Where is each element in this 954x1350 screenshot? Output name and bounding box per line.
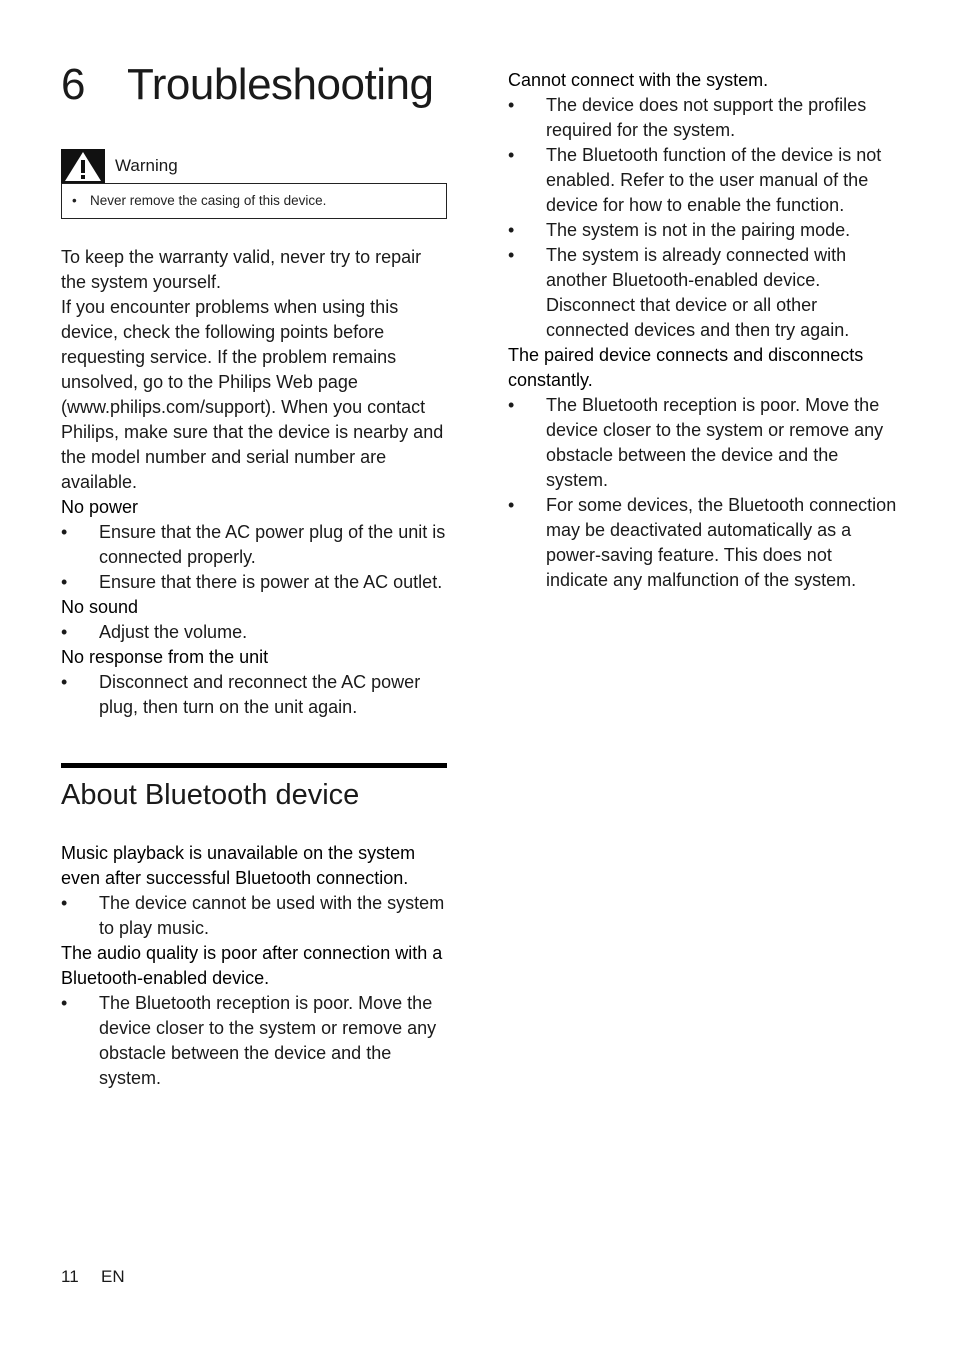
warning-text: Never remove the casing of this device. xyxy=(90,192,327,208)
chapter-number: 6 xyxy=(61,60,85,109)
bluetooth-issues-left xyxy=(61,841,447,1091)
list-item xyxy=(61,620,447,645)
issue-heading: Music playback is unavailable on the system even after successful Bluetooth connection. xyxy=(61,842,416,888)
issue-heading: Cannot connect with the system. xyxy=(508,70,769,90)
list-item xyxy=(508,93,898,143)
bullet: • xyxy=(61,992,68,1013)
list-item xyxy=(508,143,898,218)
list-item-text: The Bluetooth function of the device is not enabled. Refer to the user manual of the device for how to enable the function. xyxy=(546,145,882,215)
bullet: • xyxy=(508,245,515,265)
list-item-text: The Bluetooth reception is poor. Move the device closer to the system or remove any obstacle between the device and the system. xyxy=(546,395,884,490)
page-footer xyxy=(61,1267,125,1287)
list-item-text: The system is not in the pairing mode. xyxy=(546,220,851,240)
issue-heading: No power xyxy=(61,496,139,517)
bullet: • xyxy=(61,571,68,592)
warning-bullet: • xyxy=(72,192,77,208)
bullet: • xyxy=(508,145,515,165)
bullet: • xyxy=(508,495,515,515)
list-item-text: For some devices, the Bluetooth connection may be deactivated automatically as a power-saving feature. This does not indicate any malfunction of the system. xyxy=(546,495,897,590)
list-item-text: Adjust the volume. xyxy=(99,621,248,642)
left-column xyxy=(61,60,447,1091)
list-item-text: The device cannot be used with the system to play music. xyxy=(99,892,445,938)
issue-heading: The paired device connects and disconnects constantly. xyxy=(508,345,864,390)
issue-heading: No sound xyxy=(61,596,139,617)
list-item xyxy=(61,570,447,595)
warning-label: Warning xyxy=(115,155,178,175)
list-item xyxy=(61,520,447,570)
list-item-text: The Bluetooth reception is poor. Move the device closer to the system or remove any obstacle between the device and the system. xyxy=(99,992,437,1088)
list-item xyxy=(508,218,898,243)
list-item xyxy=(508,493,898,593)
general-issues xyxy=(61,495,447,720)
section-title: About Bluetooth device xyxy=(61,778,360,811)
issue-heading: The audio quality is poor after connection with a Bluetooth-enabled device. xyxy=(61,942,443,988)
intro-paragraph: If you encounter problems when using this device, check the following points before requesting service. If the problem remains unsolved, go to the Philips Web page (www.philips.com/support). When you contact Philips, make sure that the device is nearby and the model number and serial number are available. xyxy=(61,296,444,492)
warning-icon xyxy=(61,149,105,183)
bullet: • xyxy=(508,220,515,240)
bullet: • xyxy=(508,95,515,115)
list-item-text: Ensure that the AC power plug of the unit is connected properly. xyxy=(99,521,446,567)
chapter-title xyxy=(61,60,447,111)
right-column xyxy=(508,68,898,593)
list-item xyxy=(61,891,447,941)
list-item xyxy=(508,243,898,343)
intro-paragraph: To keep the warranty valid, never try to repair the system yourself. xyxy=(61,246,422,292)
list-item-text: Disconnect and reconnect the AC power plug, then turn on the unit again. xyxy=(99,671,421,717)
bullet: • xyxy=(61,671,68,692)
chapter-title-text: Troubleshooting xyxy=(127,60,434,109)
intro xyxy=(61,245,447,495)
warning-body xyxy=(61,183,447,219)
language-code: EN xyxy=(101,1267,125,1286)
issue-heading: No response from the unit xyxy=(61,646,269,667)
section-rule xyxy=(61,763,447,768)
warning-header xyxy=(61,149,447,183)
bullet: • xyxy=(61,521,68,542)
list-item xyxy=(61,670,447,720)
bullet: • xyxy=(61,621,68,642)
page-number: 11 xyxy=(61,1267,79,1286)
list-item-text: The device does not support the profiles required for the system. xyxy=(546,95,867,140)
list-item xyxy=(508,393,898,493)
list-item-text: Ensure that there is power at the AC outlet. xyxy=(99,571,443,592)
bullet: • xyxy=(61,892,68,913)
warning-box xyxy=(61,149,447,219)
bullet: • xyxy=(508,395,515,415)
list-item-text: The system is already connected with another Bluetooth-enabled device. Disconnect that device or all other connected devices and then try again. xyxy=(546,245,850,340)
list-item xyxy=(61,991,447,1091)
